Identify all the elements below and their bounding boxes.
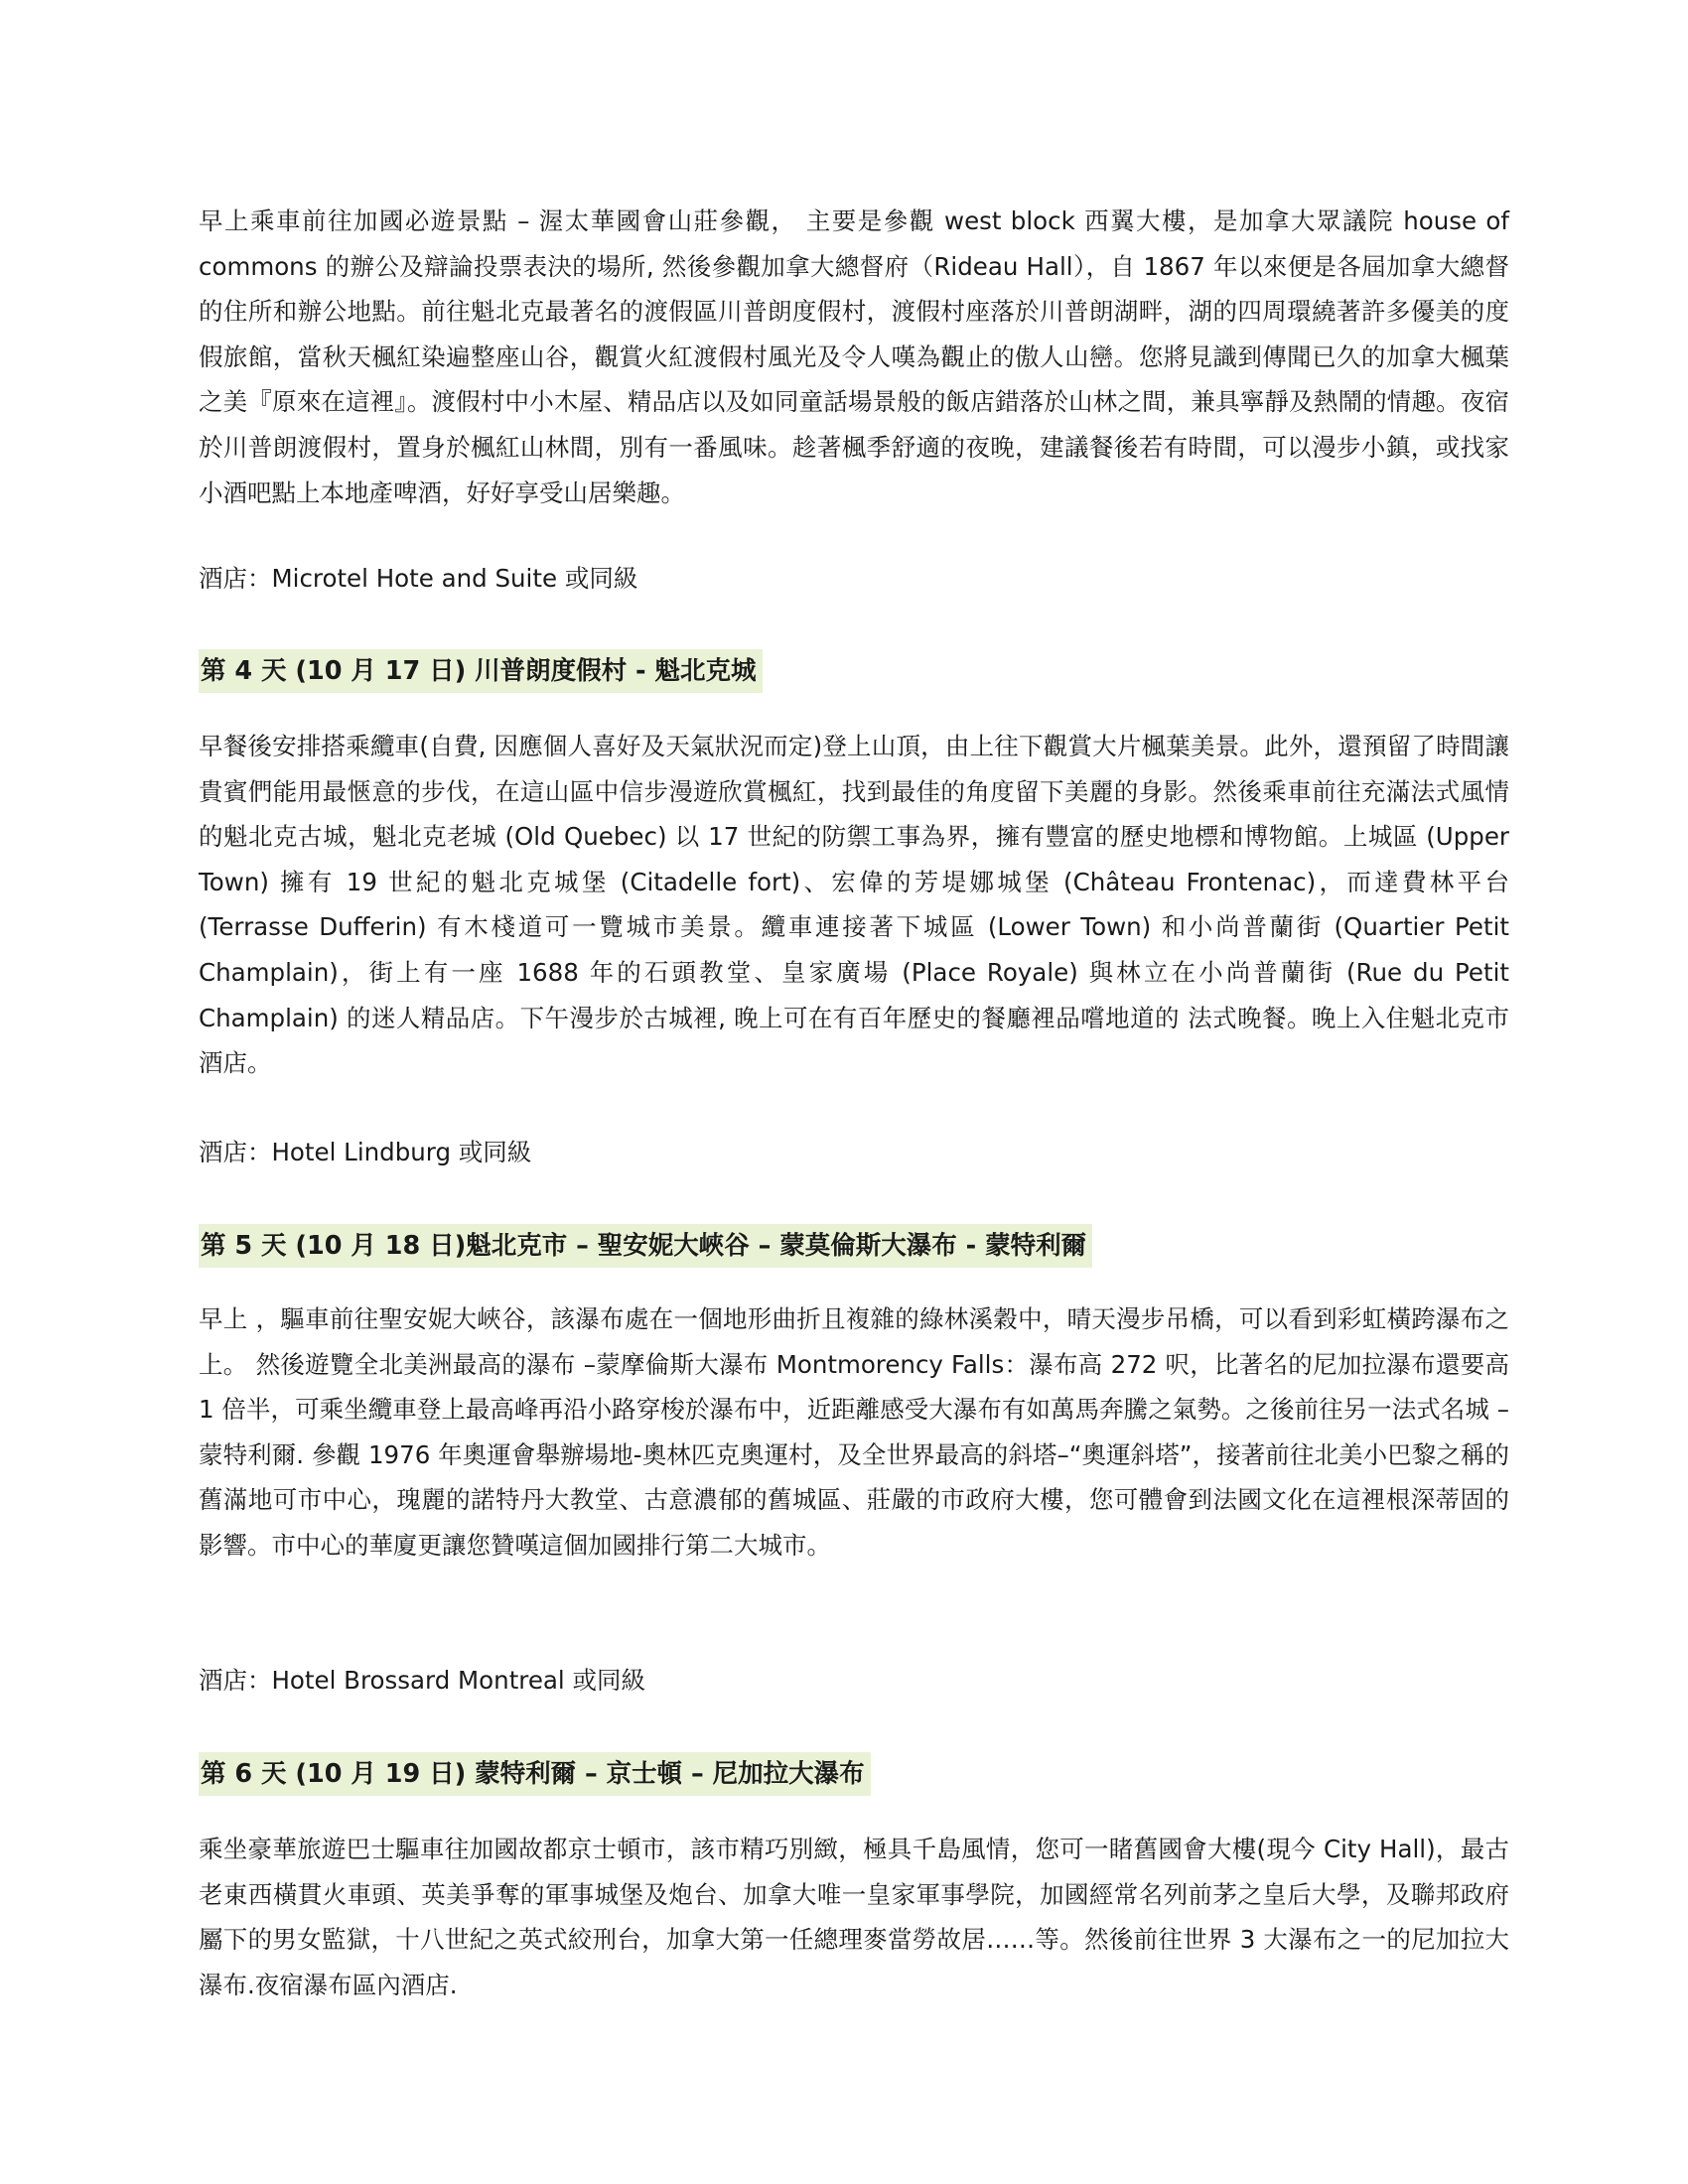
day-6-paragraph: 乘坐豪華旅遊巴士驅車往加國故都京士頓市，該市精巧別緻，極具千島風情，您可一睹舊國會大樓(現今 City Hall)，最古老東西橫貫火車頭、英美爭奪的軍事城堡及炮台、加拿大唯一皇家軍事學院，加國經常名列前茅之皇后大學，及聯邦政府屬下的男女監獄，十八世紀之英式絞刑台，加拿大第一任總理麥當勞故居……等。然後前往世界 3 大瀑布之一的尼加拉大瀑布.夜宿瀑布區內酒店. bbox=[199, 1835, 1509, 1999]
day-4-hotel-line: 酒店：Hotel Lindburg 或同級 bbox=[199, 1138, 532, 1166]
day-5-hotel-line: 酒店：Hotel Brossard Montreal 或同級 bbox=[199, 1666, 646, 1695]
day-6-heading: 第 6 天 (10 月 19 日) 蒙特利爾 – 京士頓 – 尼加拉大瀑布 bbox=[199, 1752, 871, 1796]
day-5-heading: 第 5 天 (10 月 18 日)魁北克市 – 聖安妮大峽谷 – 蒙莫倫斯大瀑布 - 蒙特利爾 bbox=[199, 1224, 1092, 1268]
intro-paragraph: 早上乘車前往加國必遊景點 – 渥太華國會山莊參觀， 主要是參觀 west block 西翼大樓，是加拿大眾議院 house of commons 的辦公及辯論投票表決的場所, 然後參觀加拿大總督府（Rideau Hall），自 1867 年以來便是各屆加拿大總督的住所和辦公地點。前往魁北克最著名的渡假區川普朗度假村，渡假村座落於川普朗湖畔，湖的四周環繞著許多優美的度假旅館，當秋天楓紅染遍整座山谷，觀賞火紅渡假村風光及令人嘆為觀止的傲人山巒。您將見識到傳聞已久的加拿大楓葉之美『原來在這裡』。渡假村中小木屋、精品店以及如同童話場景般的飯店錯落於山林之間，兼具寧靜及熱鬧的情趣。夜宿於川普朗渡假村，置身於楓紅山林間，別有一番風味。趁著楓季舒適的夜晚，建議餐後若有時間，可以漫步小鎮，或找家小酒吧點上本地產啤酒，好好享受山居樂趣。 bbox=[199, 206, 1509, 507]
intro-hotel-line: 酒店：Microtel Hote and Suite 或同級 bbox=[199, 564, 638, 593]
day-4-paragraph: 早餐後安排搭乘纜車(自費, 因應個人喜好及天氣狀況而定)登上山頂，由上往下觀賞大片楓葉美景。此外，還預留了時間讓貴賓們能用最愜意的步伐，在這山區中信步漫遊欣賞楓紅，找到最佳的角度留下美麗的身影。然後乘車前往充滿法式風情的魁北克古城，魁北克老城 (Old Quebec) 以 17 世紀的防禦工事為界，擁有豐富的歷史地標和博物館。上城區 (Upper Town) 擁有 19 世紀的魁北克城堡 (Citadelle fort)、宏偉的芳堤娜城堡 (Château Frontenac)，而達費林平台 (Terrasse Dufferin) 有木棧道可一覽城市美景。纜車連接著下城區 (Lower Town) 和小尚普蘭街 (Quartier Petit Champlain)，街上有一座 1688 年的石頭教堂、皇家廣場 (Place Royale) 與林立在小尚普蘭街 (Rue du Petit Champlain) 的迷人精品店。下午漫步於古城裡, 晚上可在有百年歷史的餐廳裡品嚐地道的 法式晚餐。晚上入住魁北克市酒店。 bbox=[199, 732, 1509, 1078]
day-5-paragraph: 早上 ，驅車前往聖安妮大峽谷，該瀑布處在一個地形曲折且複雜的綠林溪穀中，晴天漫步吊橋，可以看到彩虹橫跨瀑布之上。 然後遊覽全北美洲最高的瀑布 –蒙摩倫斯大瀑布 Montmorency Falls：瀑布高 272 呎，比著名的尼加拉瀑布還要高 1 倍半，可乘坐纜車登上最高峰再沿小路穿梭於瀑布中，近距離感受大瀑布有如萬馬奔騰之氣勢。之後前往另一法式名城 – 蒙特利爾. 參觀 1976 年奧運會舉辦場地-奧林匹克奧運村，及全世界最高的斜塔–“奧運斜塔”，接著前往北美小巴黎之稱的舊滿地可市中心，瑰麗的諾特丹大教堂、古意濃郁的舊城區、莊嚴的市政府大樓，您可體會到法國文化在這裡根深蒂固的影響。市中心的華廈更讓您贊嘆這個加國排行第二大城市。 bbox=[199, 1304, 1509, 1560]
day-4-heading: 第 4 天 (10 月 17 日) 川普朗度假村 - 魁北克城 bbox=[199, 649, 763, 693]
